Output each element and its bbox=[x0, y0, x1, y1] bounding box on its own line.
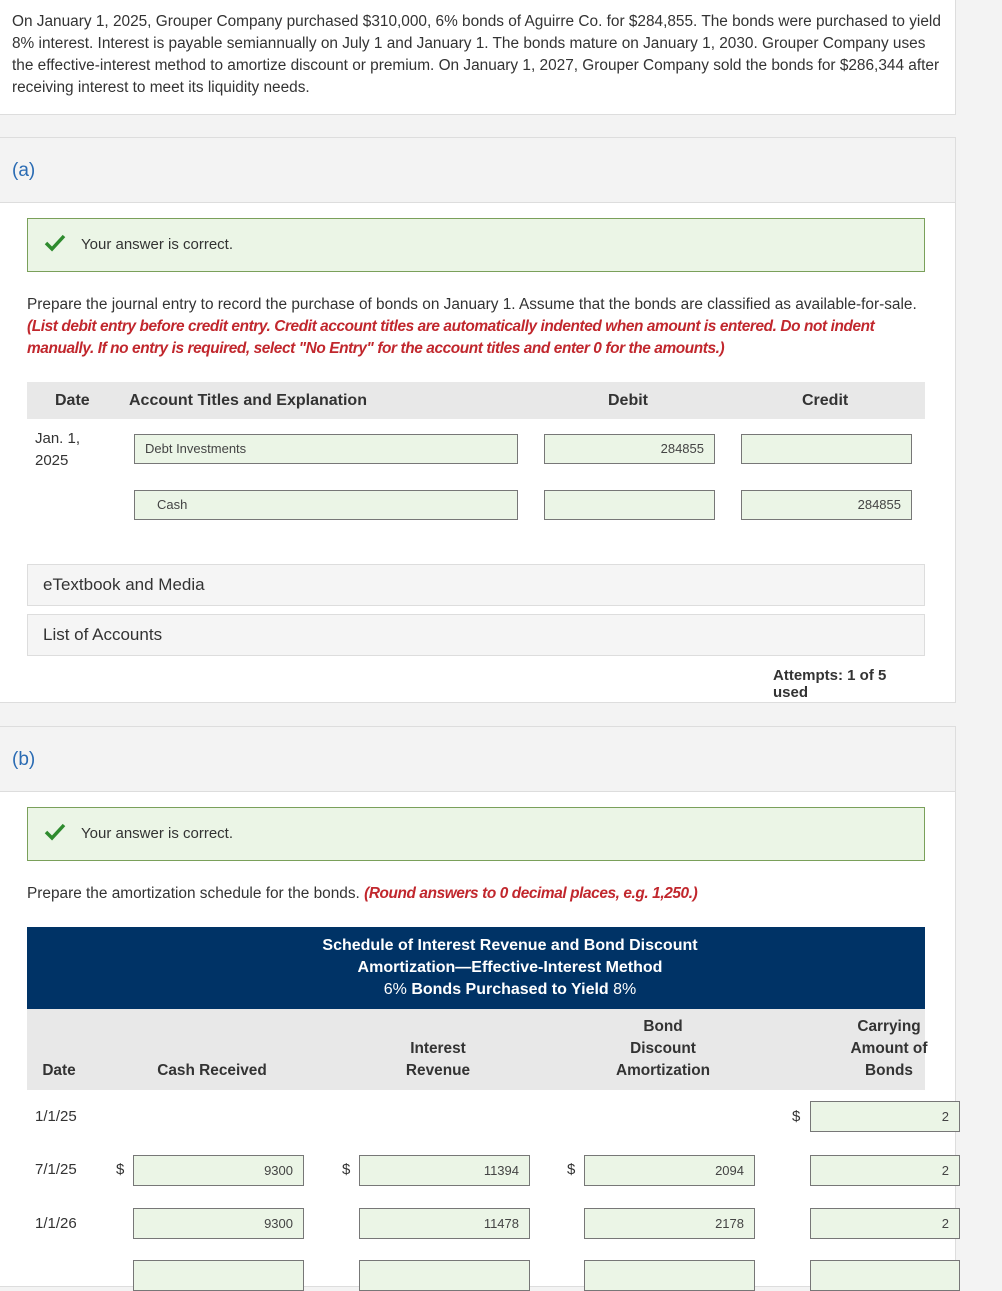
header-account: Account Titles and Explanation bbox=[129, 392, 367, 409]
header-bond-discount bbox=[588, 1016, 738, 1082]
credit-field-1[interactable] bbox=[741, 434, 912, 464]
correct-message: Your answer is correct. bbox=[81, 236, 234, 253]
checkmark-icon bbox=[44, 233, 66, 253]
dollar-sign: $ bbox=[342, 1161, 351, 1178]
problem-statement bbox=[0, 0, 956, 115]
part-b-label: (b) bbox=[12, 749, 36, 770]
header-date: Date bbox=[55, 392, 90, 409]
attempts-counter: Attempts: 1 of 5 used bbox=[773, 667, 887, 701]
schedule-title-line2: Amortization—Effective-Interest Method bbox=[357, 959, 663, 976]
part-a-header bbox=[0, 137, 955, 203]
header-interest-line2: Revenue bbox=[405, 1062, 471, 1079]
part-b-header bbox=[0, 726, 955, 792]
cash-field-3[interactable]: 9300 bbox=[133, 1208, 304, 1239]
yield-rate: 8% bbox=[613, 981, 637, 998]
coupon-rate: 6% bbox=[383, 981, 407, 998]
instruction-note: (Round answers to 0 decimal places, e.g. 1,250.) bbox=[364, 885, 698, 902]
checkmark-icon bbox=[44, 822, 66, 842]
schedule-title-mid: Bonds Purchased to Yield bbox=[411, 981, 609, 998]
cash-field-4[interactable] bbox=[133, 1260, 304, 1291]
header-carry-line1: Carrying bbox=[857, 1018, 921, 1035]
account-field-2[interactable]: Cash bbox=[134, 490, 518, 520]
account-field-1[interactable]: Debt Investments bbox=[134, 434, 518, 464]
dollar-sign: $ bbox=[116, 1161, 125, 1178]
carrying-field-1[interactable]: 2 bbox=[810, 1101, 960, 1132]
header-date: Date bbox=[42, 1062, 76, 1079]
etextbook-accordion[interactable] bbox=[27, 564, 925, 606]
amortization-field-3[interactable]: 2178 bbox=[584, 1208, 755, 1239]
interest-field-4[interactable] bbox=[359, 1260, 530, 1291]
cash-field-2[interactable]: 9300 bbox=[133, 1155, 304, 1186]
list-of-accounts-label: List of Accounts bbox=[43, 625, 163, 644]
carrying-field-2[interactable]: 2 bbox=[810, 1155, 960, 1186]
part-a-label: (a) bbox=[12, 160, 36, 181]
header-cash-received: Cash Received bbox=[157, 1062, 267, 1079]
schedule-date-3: 1/1/26 bbox=[35, 1215, 77, 1232]
credit-field-2[interactable]: 284855 bbox=[741, 490, 912, 520]
entry-date-line1: Jan. 1, bbox=[35, 430, 81, 447]
schedule-header bbox=[27, 1009, 928, 1090]
instruction-text: Prepare the journal entry to record the purchase of bonds on January 1. Assume that the bonds are classified as available-for-sale. bbox=[27, 296, 917, 313]
debit-field-1[interactable]: 284855 bbox=[544, 434, 715, 464]
interest-field-3[interactable]: 11478 bbox=[359, 1208, 530, 1239]
dollar-sign: $ bbox=[567, 1161, 576, 1178]
correct-message: Your answer is correct. bbox=[81, 825, 234, 842]
problem-text: On January 1, 2025, Grouper Company purchased $310,000, 6% bonds of Aguirre Co. for $284,855. The bonds were purchased to yield 8% interest. Interest is payable semiannually on July 1 and January 1. The bonds mature on January 1, 2030. Grouper Company uses the effective-interest method to amortize discount or premium. On January 1, 2027, Grouper Company sold the bonds for $286,344 after receiving interest to meet its liquidity needs. bbox=[12, 13, 941, 96]
amortization-field-4[interactable] bbox=[584, 1260, 755, 1291]
interest-field-2[interactable]: 11394 bbox=[359, 1155, 530, 1186]
part-b-instructions bbox=[27, 883, 937, 905]
etextbook-label: eTextbook and Media bbox=[43, 575, 205, 594]
dollar-sign: $ bbox=[792, 1108, 801, 1125]
instruction-text: Prepare the amortization schedule for the bonds. bbox=[27, 885, 360, 902]
journal-header bbox=[27, 382, 925, 419]
header-debit: Debit bbox=[608, 392, 648, 409]
part-a-correct-banner bbox=[27, 218, 925, 272]
carrying-field-3[interactable]: 2 bbox=[810, 1208, 960, 1239]
part-b-correct-banner bbox=[27, 807, 925, 861]
part-a-instructions bbox=[27, 294, 937, 360]
schedule-title bbox=[27, 927, 925, 1009]
schedule-date-1: 1/1/25 bbox=[35, 1108, 77, 1125]
entry-date bbox=[35, 428, 80, 472]
schedule-title-line1: Schedule of Interest Revenue and Bond Discount bbox=[322, 937, 698, 954]
debit-field-2[interactable] bbox=[544, 490, 715, 520]
header-carry-line2: Amount of bbox=[850, 1040, 928, 1057]
header-carry-line3: Bonds bbox=[865, 1062, 913, 1079]
header-bond-line1: Bond bbox=[643, 1018, 683, 1035]
schedule-title-line3 bbox=[27, 979, 993, 1001]
header-interest-line1: Interest bbox=[410, 1040, 466, 1057]
schedule-date-2: 7/1/25 bbox=[35, 1161, 77, 1178]
entry-date-line2: 2025 bbox=[35, 452, 69, 469]
header-carrying-amount bbox=[822, 1016, 956, 1082]
amortization-field-2[interactable]: 2094 bbox=[584, 1155, 755, 1186]
header-credit: Credit bbox=[802, 392, 849, 409]
header-bond-line2: Discount bbox=[630, 1040, 696, 1057]
instruction-note: (List debit entry before credit entry. Credit account titles are automatically indented when amount is entered. Do not indent manually. If no entry is required, select "No Entry" for the account titles and enter 0 for the amounts.) bbox=[27, 318, 875, 357]
header-interest-revenue bbox=[363, 1038, 513, 1082]
list-of-accounts-accordion[interactable] bbox=[27, 614, 925, 656]
header-bond-line3: Amortization bbox=[615, 1062, 711, 1079]
carrying-field-4[interactable] bbox=[810, 1260, 960, 1291]
